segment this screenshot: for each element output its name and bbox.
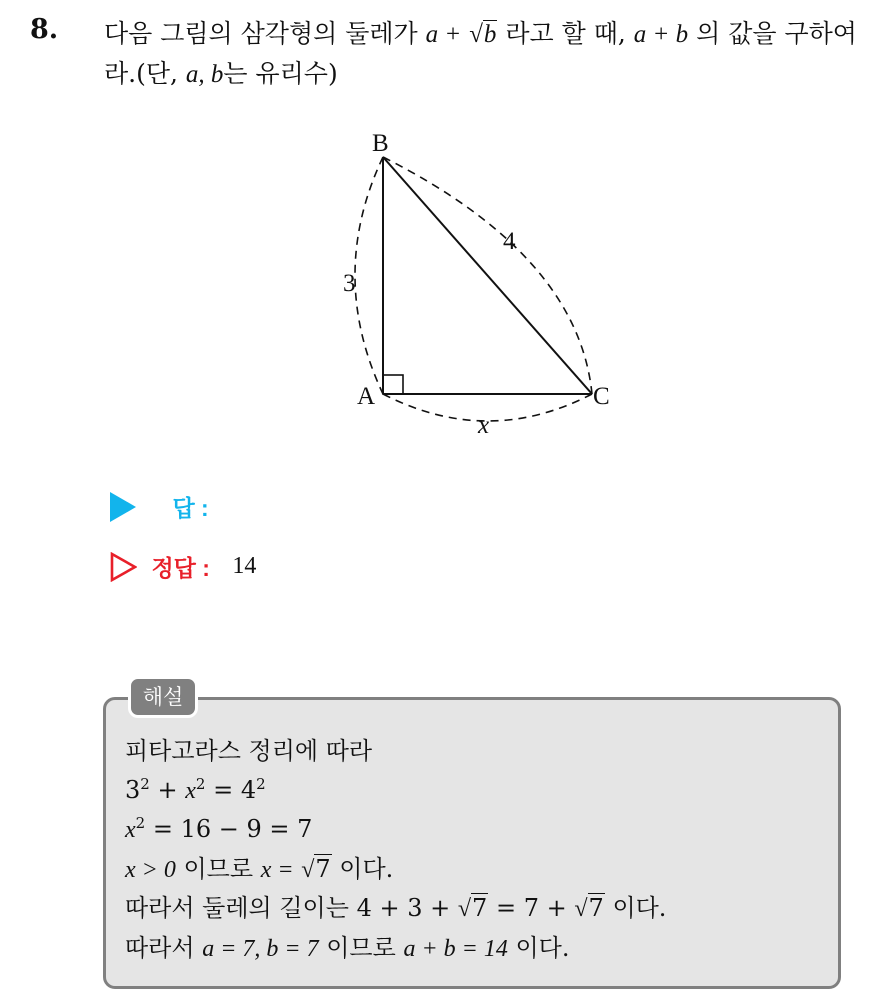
solution-line-5 xyxy=(125,889,666,929)
math-cond: x > 0 xyxy=(125,856,176,883)
vertex-b-label: B xyxy=(372,130,389,157)
math-x-eq: x = xyxy=(260,856,294,883)
side-bc-line xyxy=(383,157,592,394)
sqrt-icon: √ xyxy=(469,21,483,48)
solution-lines xyxy=(125,732,666,968)
sqrt-icon: √ xyxy=(301,856,315,883)
sqrt-value: 7 xyxy=(315,854,331,883)
side-bc-label: 4 xyxy=(503,228,516,255)
solution-line-4 xyxy=(125,850,666,890)
correct-answer-row xyxy=(110,550,256,583)
question-number: 8. xyxy=(30,14,59,45)
solution-text: 이므로 xyxy=(183,854,254,883)
solution-text: 따라서 xyxy=(125,933,195,962)
solution-text: 이다. xyxy=(612,894,667,922)
solution-text: 이므로 xyxy=(326,933,396,962)
math-term: 3 xyxy=(125,775,141,804)
question-text-part: 의 값을 구하여라.(단, xyxy=(104,19,857,88)
sqrt-value: 7 xyxy=(588,894,604,922)
exponent: 2 xyxy=(140,774,150,793)
math-a-plus: a + xyxy=(425,21,462,48)
sqrt-icon: √ xyxy=(574,896,588,922)
exponent: 2 xyxy=(135,814,146,832)
solution-text: 따라서 둘레의 길이는 xyxy=(125,894,349,922)
question-text-part: 는 유리수) xyxy=(223,59,338,88)
side-ab-label: 3 xyxy=(343,270,356,297)
answer-row xyxy=(110,490,209,523)
vertex-a-label: A xyxy=(357,383,376,410)
math-op: = xyxy=(213,775,234,804)
math-a-plus-b: a + b xyxy=(633,21,689,48)
math-expr: a = 7, b = 7 xyxy=(202,935,319,962)
exponent: 2 xyxy=(195,774,206,793)
question-text-part: 다음 그림의 삼각형의 둘레가 xyxy=(104,19,418,48)
math-expr: a + b = 14 xyxy=(403,935,508,962)
correct-answer-label: 정답 : xyxy=(151,555,210,581)
brace-ab xyxy=(355,157,383,394)
math-vars: a, b xyxy=(185,61,224,88)
correct-answer-value: 14 xyxy=(232,553,257,579)
math-var-x: x xyxy=(125,817,136,843)
math-expr: = 7 + xyxy=(495,894,567,922)
solution-text: 이다. xyxy=(339,854,394,883)
solution-tag: 해설 xyxy=(128,676,198,718)
right-angle-mark xyxy=(383,375,403,394)
sqrt-value: 7 xyxy=(472,894,488,922)
exponent: 2 xyxy=(256,774,266,793)
solution-line-3 xyxy=(125,810,666,850)
solution-line-2 xyxy=(125,771,666,811)
play-outline-icon xyxy=(110,552,137,582)
sqrt-icon: √ xyxy=(457,896,472,922)
answer-label: 답 : xyxy=(172,495,209,521)
solution-text: 이다. xyxy=(515,933,570,962)
math-var-x: x xyxy=(185,777,196,804)
math-op: + xyxy=(157,775,178,804)
question-text-part: 라고 할 때, xyxy=(505,19,626,48)
side-ac-label: x xyxy=(478,412,490,439)
math-expr: 4 + 3 + xyxy=(356,894,451,922)
math-expr: = 16 − 9 = 7 xyxy=(152,815,313,843)
math-term: 4 xyxy=(240,775,257,804)
solution-line-6 xyxy=(125,929,666,969)
vertex-c-label: C xyxy=(593,383,610,410)
play-icon xyxy=(110,492,136,522)
sqrt-b: b xyxy=(483,21,497,48)
solution-line-1: 피타고라스 정리에 따라 xyxy=(125,737,373,765)
